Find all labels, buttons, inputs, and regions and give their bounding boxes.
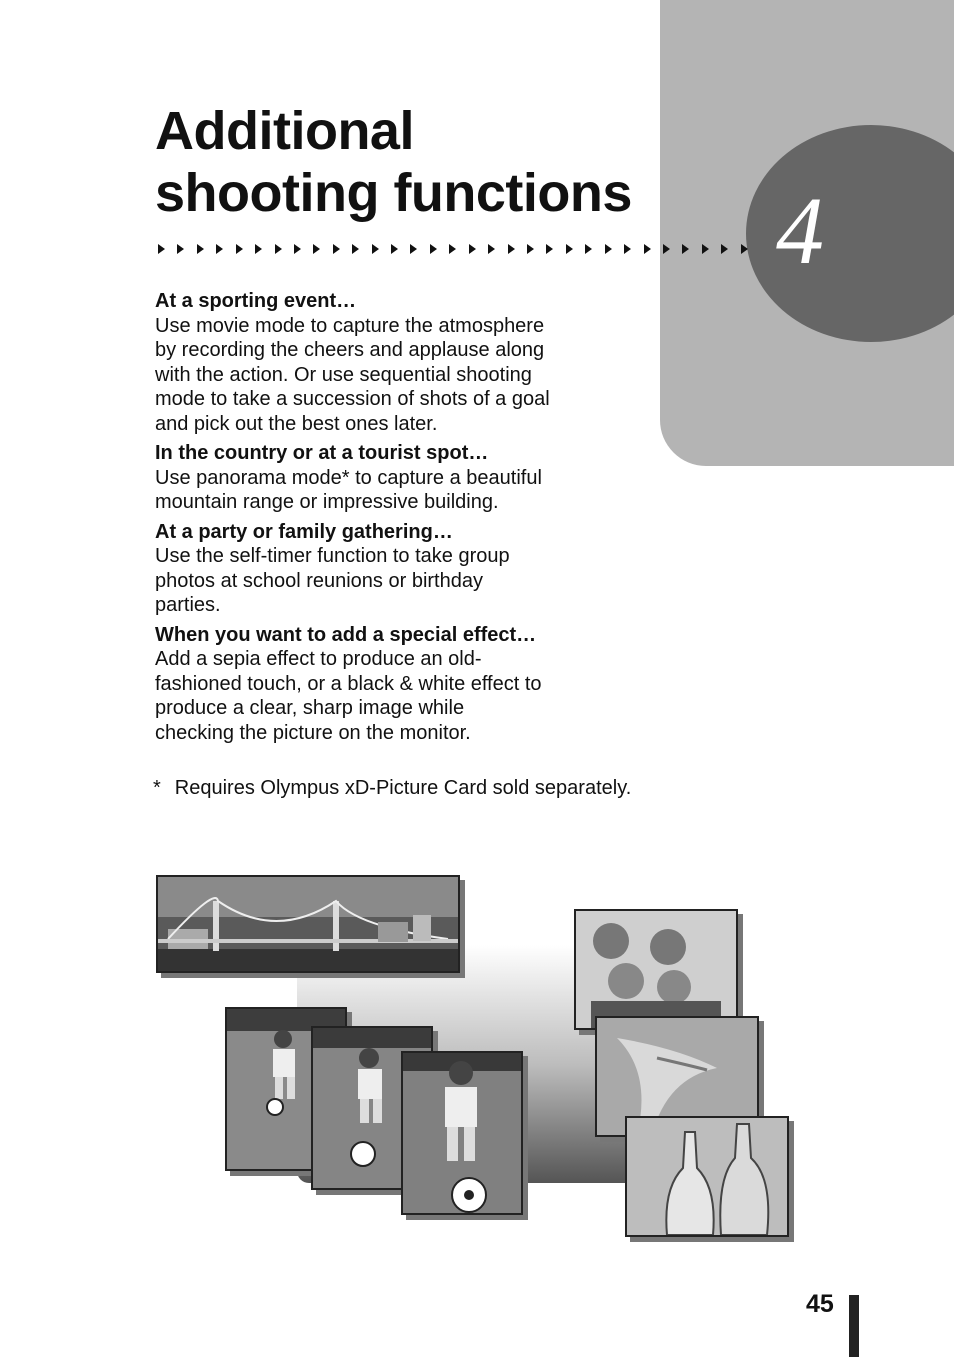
section-sporting-event <box>155 289 595 436</box>
section-tourist-spot <box>155 441 595 515</box>
arrow-rule-marker <box>585 244 592 254</box>
section-heading: When you want to add a special effect… <box>155 623 537 646</box>
section-text: Use panorama mode* to capture a beautiful mountain range or impressive building. <box>155 466 542 513</box>
page-number: 45 <box>806 1290 834 1318</box>
arrow-rule-marker <box>449 244 456 254</box>
arrow-rule-marker <box>197 244 204 254</box>
arrow-rule-marker <box>275 244 282 254</box>
arrow-rule-marker <box>372 244 379 254</box>
arrow-rule-marker <box>469 244 476 254</box>
page-edge-bar <box>849 1295 859 1357</box>
arrow-rule <box>158 240 748 258</box>
arrow-rule-marker <box>177 244 184 254</box>
arrow-rule-marker <box>508 244 515 254</box>
arrow-rule-marker <box>255 244 262 254</box>
arrow-rule-marker <box>352 244 359 254</box>
section-heading: In the country or at a tourist spot… <box>155 442 489 464</box>
arrow-rule-marker <box>663 244 670 254</box>
arrow-rule-marker <box>488 244 495 254</box>
panorama-bridge-photo <box>156 875 460 973</box>
arrow-rule-marker <box>644 244 651 254</box>
footnote <box>153 776 631 800</box>
arrow-rule-marker <box>546 244 553 254</box>
arrow-rule-marker <box>410 244 417 254</box>
arrow-rule-marker <box>566 244 573 254</box>
arrow-rule-marker <box>430 244 437 254</box>
arrow-rule-marker <box>313 244 320 254</box>
family-group-photo <box>574 909 738 1030</box>
black-white-bottles-photo <box>625 1116 789 1237</box>
section-text: Use the self-timer function to take group photos at school reunions or birthday parties. <box>155 545 510 616</box>
body-text <box>155 289 595 750</box>
arrow-rule-marker <box>721 244 728 254</box>
arrow-rule-marker <box>624 244 631 254</box>
section-text: Use movie mode to capture the atmosphere by recording the cheers and applause along with the action. Or use sequential shooting mode to take a succession of shots of a goal and pick out the best ones later. <box>155 314 550 435</box>
arrow-rule-marker <box>605 244 612 254</box>
arrow-rule-marker <box>391 244 398 254</box>
arrow-rule-marker <box>702 244 709 254</box>
soccer-sequence-photo-3 <box>401 1051 523 1215</box>
footnote-text: Requires Olympus xD-Picture Card sold separately. <box>174 777 632 799</box>
arrow-rule-marker <box>294 244 301 254</box>
arrow-rule-marker <box>158 244 165 254</box>
arrow-rule-marker <box>741 244 748 254</box>
footnote-marker: * <box>153 777 161 799</box>
arrow-rule-marker <box>236 244 243 254</box>
section-party <box>155 520 595 618</box>
arrow-rule-marker <box>216 244 223 254</box>
section-text: Add a sepia effect to produce an old- fashioned touch, or a black & white effect to produce a clear, sharp image while checking the picture on the monitor. <box>155 648 542 744</box>
section-heading: At a party or family gathering… <box>155 520 453 543</box>
page-title: Additional shooting functions <box>155 101 632 223</box>
section-special-effect <box>155 623 595 746</box>
arrow-rule-marker <box>527 244 534 254</box>
arrow-rule-marker <box>682 244 689 254</box>
arrow-rule-marker <box>333 244 340 254</box>
section-heading: At a sporting event… <box>155 290 357 312</box>
chapter-number: 4 <box>776 177 824 284</box>
